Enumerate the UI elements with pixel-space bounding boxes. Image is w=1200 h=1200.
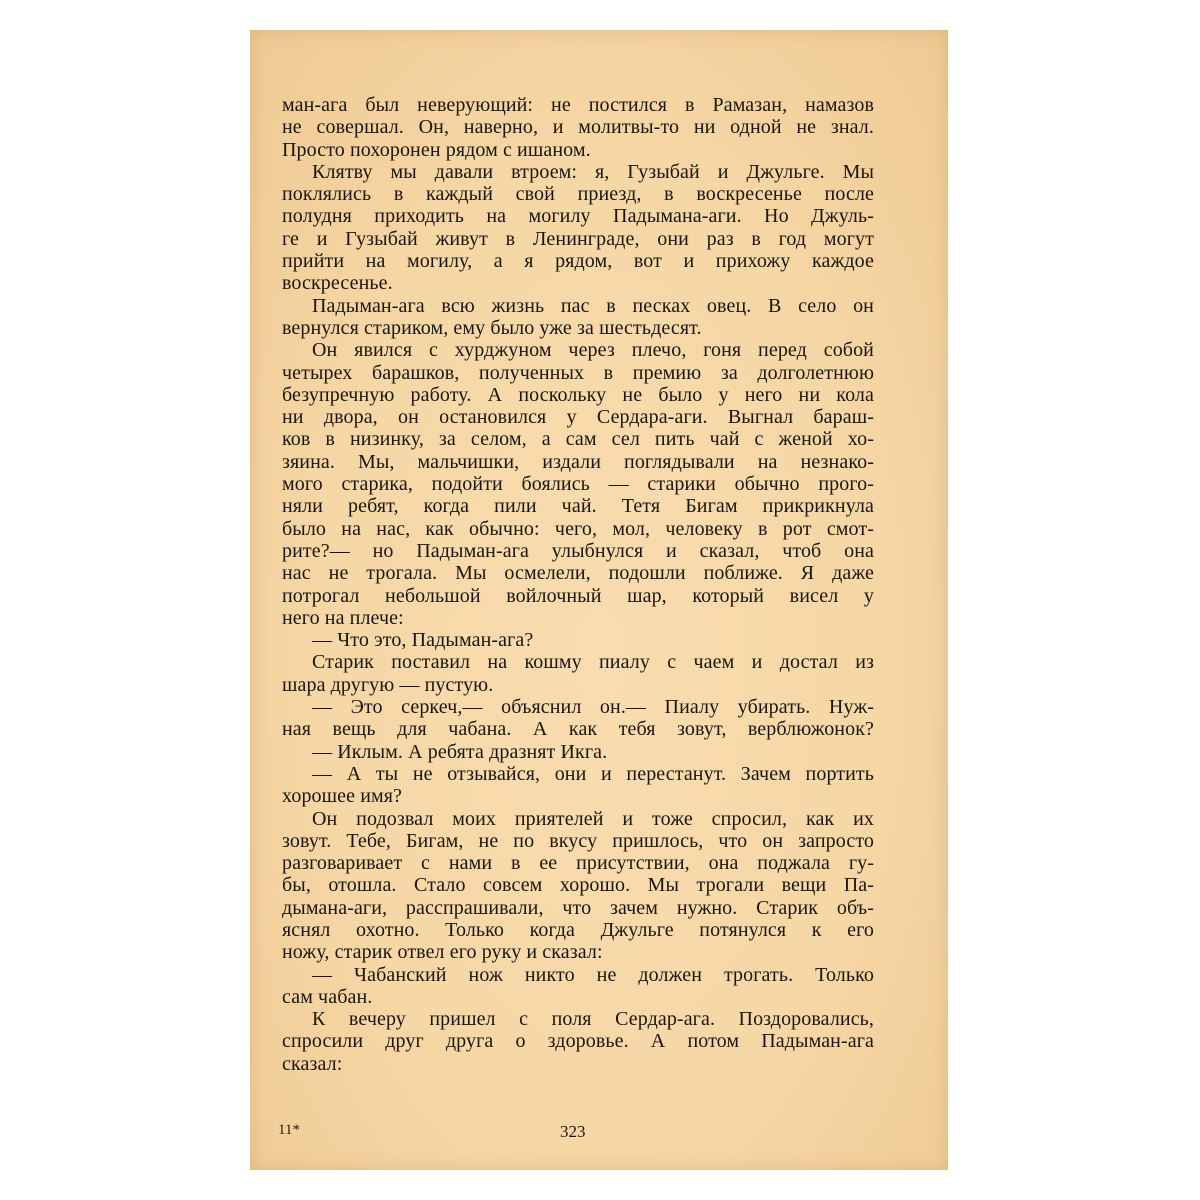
text-line: полудня приходить на могилу Падымана-аги. Но Джуль- [282, 205, 874, 228]
text-line: — Чабанский нож никто не должен трогать. Только [312, 963, 874, 986]
text-line: ножу, старик отвел его руку и сказал: [282, 941, 603, 964]
text-line: спросили друг друга о здоровье. А потом Падыман-ага [282, 1030, 874, 1053]
text-line: мого старика, подойти боялись — старики обычно прого- [282, 473, 874, 496]
text-line: не совершал. Он, наверно, и молитвы-то ни одной не знал. [282, 116, 874, 139]
text-line: сказал: [282, 1052, 343, 1075]
text-line: Он явился с хурджуном через плечо, гоня перед собой [312, 339, 874, 362]
text-line: поклялись в каждый свой приезд, в воскресенье после [282, 183, 874, 206]
text-line: четырех барашков, полученных в премию за долголетнюю [282, 361, 874, 384]
text-line: нас не трогала. Мы осмелели, подошли поближе. Я даже [282, 562, 874, 585]
text-line: Падыман-ага всю жизнь пас в песках овец. В село он [312, 294, 874, 317]
text-line: безупречную работу. А поскольку не было у него ни кола [282, 383, 874, 406]
text-line: ная вещь для чабана. А как тебя зовут, верблюжонок? [282, 718, 874, 741]
text-line: зовут. Тебе, Бигам, не по вкусу пришлось, что он запросто [282, 829, 874, 852]
text-line: ков в низинку, за селом, а сам сел пить чай с женой хо- [282, 428, 874, 451]
text-line: разговаривает с нами в ее присутствии, она поджала гу- [282, 852, 874, 875]
page-text [282, 94, 874, 1075]
text-line: — Это серкеч,— объяснил он.— Пиалу убирать. Нуж- [312, 696, 874, 719]
book-page [250, 30, 948, 1170]
text-line: ман-ага был неверующий: не постился в Рамазан, намазов [282, 94, 874, 116]
text-line: няли ребят, когда пили чай. Тетя Бигам прикрикнула [282, 495, 874, 518]
printer-signature: 11* [278, 1122, 300, 1138]
text-line: — Что это, Падыман-ага? [312, 629, 534, 652]
text-line: Клятву мы давали втроем: я, Гузыбай и Джульге. Мы [312, 160, 874, 183]
text-line: К вечеру пришел с поля Сердар-ага. Поздоровались, [312, 1008, 874, 1031]
text-line: — Иклым. А ребята дразнят Икга. [312, 740, 608, 763]
text-line: вернулся стариком, ему было уже за шестьдесят. [282, 316, 702, 339]
text-line: потрогал небольшой войлочный шар, который висел у [282, 584, 874, 607]
text-line: Старик поставил на кошму пиалу с чаем и достал из [312, 651, 874, 674]
text-line: Он подозвал моих приятелей и тоже спросил, как их [312, 807, 874, 830]
text-line: — А ты не отзывайся, они и перестанут. Зачем портить [312, 762, 874, 785]
text-line: ни двора, он остановился у Сердара-аги. Выгнал бараш- [282, 406, 874, 429]
text-line: хорошее имя? [282, 785, 403, 808]
page-number: 323 [560, 1122, 586, 1141]
text-line: прийти на могилу, а я рядом, вот и прихожу каждое [282, 250, 874, 273]
text-line: ге и Гузыбай живут в Ленинграде, они раз в год могут [282, 227, 874, 250]
text-line: шара другую — пустую. [282, 673, 494, 696]
text-line: сам чабан. [282, 985, 373, 1008]
text-line: яснял охотно. Только когда Джульге потянулся к его [282, 918, 874, 941]
text-line: рите?— но Падыман-ага улыбнулся и сказал, чтоб она [282, 539, 874, 562]
text-line: было на нас, как обычно: чего, мол, человеку в рот смот- [282, 517, 874, 540]
text-line: него на плече: [282, 606, 404, 629]
text-line: воскресенье. [282, 272, 393, 295]
text-line: дымана-аги, расспрашивали, что зачем нужно. Старик объ- [282, 896, 874, 919]
text-line: бы, отошла. Стало совсем хорошо. Мы трогали вещи Па- [282, 874, 874, 897]
text-line: Просто похоронен рядом с ишаном. [282, 138, 591, 161]
text-line: зяина. Мы, мальчишки, издали поглядывали на незнако- [282, 450, 874, 473]
